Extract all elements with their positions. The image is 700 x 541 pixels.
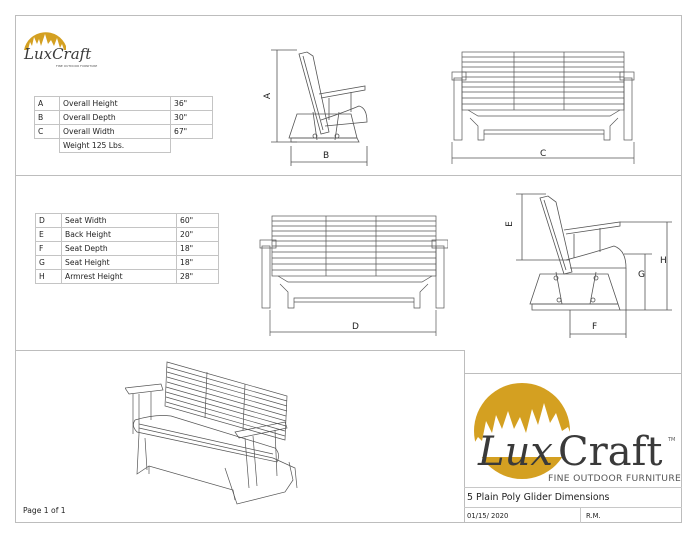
overall-dimensions-table <box>34 96 213 153</box>
luxcraft-logo-large <box>468 377 682 487</box>
logo-text-craft: Craft <box>558 429 663 475</box>
logo-text-lux: Lux <box>478 429 553 475</box>
table-row <box>36 270 219 284</box>
table-row <box>36 214 219 228</box>
document-title: 5 Plain Poly Glider Dimensions <box>464 487 682 507</box>
weight-cell: Weight 125 Lbs. <box>60 139 171 153</box>
divider-top <box>15 175 682 176</box>
dim-key: E <box>36 228 62 242</box>
dim-key: B <box>35 111 60 125</box>
dim-label: Seat Depth <box>62 242 177 256</box>
dim-key: H <box>36 270 62 284</box>
dim-key: A <box>35 97 60 111</box>
document-author: R.M. <box>586 512 601 520</box>
table-row <box>35 125 213 139</box>
table-row <box>36 242 219 256</box>
table-row <box>36 256 219 270</box>
logo-tagline: FINE OUTDOOR FURNITURE <box>548 473 682 484</box>
dim-value: 18" <box>177 256 219 270</box>
dim-value: 18" <box>177 242 219 256</box>
dim-label-f: F <box>592 322 598 332</box>
document-date: 01/15/ 2020 <box>464 508 581 523</box>
dim-label: Seat Width <box>62 214 177 228</box>
dim-label-d: D <box>352 322 359 332</box>
dim-value: 20" <box>177 228 219 242</box>
dim-label-g: G <box>638 270 645 280</box>
dim-value: 30" <box>171 111 213 125</box>
dim-key: G <box>36 256 62 270</box>
dim-label-a: A <box>263 92 274 100</box>
dim-value: 28" <box>177 270 219 284</box>
dim-label-h: H <box>660 256 667 266</box>
title-block-meta <box>464 507 682 523</box>
dim-value: 60" <box>177 214 219 228</box>
glider-isometric-view <box>125 358 320 508</box>
table-row <box>35 111 213 125</box>
dim-label-b: B <box>323 151 330 161</box>
logo-text-small: LuxCraft <box>24 45 92 63</box>
dim-label: Overall Width <box>60 125 171 139</box>
dim-label: Back Height <box>62 228 177 242</box>
divider-title-top <box>464 373 682 374</box>
dim-label: Overall Height <box>60 97 171 111</box>
title-block <box>464 487 682 523</box>
dim-label-c: C <box>540 149 547 159</box>
seat-dimensions-table <box>35 213 219 284</box>
dim-key: D <box>36 214 62 228</box>
divider-middle <box>15 350 465 351</box>
table-row <box>35 97 213 111</box>
dim-value: 36" <box>171 97 213 111</box>
dim-label: Overall Depth <box>60 111 171 125</box>
logo-trademark: TM <box>668 437 676 443</box>
dim-key: F <box>36 242 62 256</box>
table-row <box>35 139 213 153</box>
luxcraft-logo-small <box>20 22 112 70</box>
glider-side-view-top <box>255 42 385 172</box>
logo-tagline-small: FINE OUTDOOR FURNITURE <box>56 64 98 68</box>
dim-key: C <box>35 125 60 139</box>
dim-label: Armrest Height <box>62 270 177 284</box>
dim-label-e: E <box>504 221 515 227</box>
page-number: Page 1 of 1 <box>23 506 66 515</box>
dim-value: 67" <box>171 125 213 139</box>
glider-front-view-middle <box>258 212 448 337</box>
dim-label: Seat Height <box>62 256 177 270</box>
table-row <box>36 228 219 242</box>
glider-side-view-middle <box>500 188 675 340</box>
